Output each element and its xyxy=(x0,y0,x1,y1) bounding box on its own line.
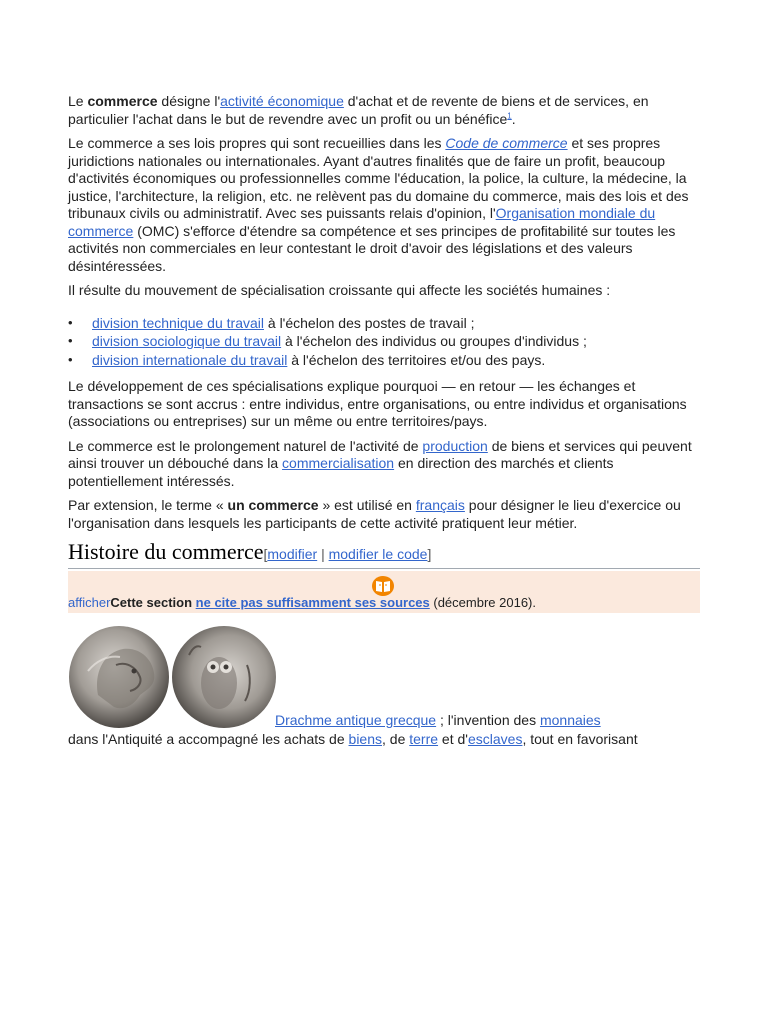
paragraph-specialisation: Il résulte du mouvement de spécialisation croissante qui affecte les sociétés humaines : xyxy=(68,282,611,298)
paragraph-developpement: Le développement de ces spécialisations explique pourquoi — en retour — les échanges et transactions se sont accrus : entre individus, entre organisations, ou entre individus et organisations (associations ou entreprises) sur un même ou entre territoires/pays. xyxy=(68,378,687,429)
edit-link[interactable]: modifier xyxy=(267,546,318,562)
drachma-figure: Drachme antique grecque ; l'invention des monnaies xyxy=(68,625,700,775)
paragraph-prolongement: Le commerce est le prolongement naturel de l'activité de production de biens et services qui peuvent ainsi trouver un débouché dans la commercialisation en direction des marchés et clients potentiellement intéressés. xyxy=(68,437,692,489)
show-toggle[interactable]: afficher xyxy=(68,595,111,610)
link-biens[interactable]: biens xyxy=(348,731,382,747)
link-terre[interactable]: terre xyxy=(409,731,439,747)
link-omc[interactable]: Organisation mondiale du commerce xyxy=(68,205,656,239)
list-item: • division sociologique du travail à l'échelon des individus ou groupes d'individus ; xyxy=(92,332,700,351)
edit-code-link[interactable]: modifier le code xyxy=(328,546,428,562)
link-commercialisation[interactable]: commercialisation xyxy=(282,455,395,471)
paragraph-extension: Par extension, le terme « un commerce » est utilisé en français pour désigner le lieu d'exercice ou l'organisation dans lesquels les participants de cette activité pratiquent leur métier. xyxy=(68,497,681,531)
term-commerce: commerce xyxy=(87,93,158,109)
edit-links: [modifier | modifier le code] xyxy=(263,546,432,562)
figure-text: dans l'Antiquité a accompagné les achats de biens, de terre et d'esclaves, tout en favorisant xyxy=(68,731,638,747)
sources-warning-banner: afficherCette section ne cite pas suffisamment ses sources (décembre 2016). xyxy=(68,571,700,613)
link-division-sociologique[interactable]: division sociologique du travail xyxy=(92,333,282,349)
link-francais[interactable]: français xyxy=(415,497,465,513)
paragraph-lois: Le commerce a ses lois propres qui sont recueillies dans les Code de commerce et ses propres juridictions nationales ou internationales. Ayant d'autres finalités que de faire un profit, beaucoup d'activités économiques ou professionnelles comme l'éducation, la police, la culture, la médecine, la justice, l'architecture, la religion, etc. ne relèvent pas du domaine du commerce, mais des lois et des tribunaux civils ou administratif. Avec ses puissants relais d'opinion, l'Organisation mondiale du commerce (OMC) s'efforce d'étendre sa compétence et ses principes de profitabilité sur toutes les activités non commerciales en leur contestant le droit d'avoir des législations et des valeurs désintéressées. xyxy=(68,135,689,274)
section-heading xyxy=(68,539,700,569)
coin-athena-image[interactable] xyxy=(68,625,170,729)
article-body xyxy=(68,93,700,756)
division-list xyxy=(68,314,700,370)
link-division-technique[interactable]: division technique du travail xyxy=(92,314,264,331)
list-item: • division technique du travail à l'échelon des postes de travail ; xyxy=(92,314,700,333)
sources-link[interactable]: ne cite pas suffisamment ses sources xyxy=(195,595,430,610)
list-item: • division internationale du travail à l'échelon des territoires et/ou des pays. xyxy=(92,351,700,370)
link-production[interactable]: production xyxy=(422,437,488,454)
link-code-de-commerce[interactable]: Code de commerce xyxy=(445,135,568,151)
link-activite-economique[interactable]: activité économique xyxy=(220,93,344,109)
link-esclaves[interactable]: esclaves xyxy=(467,731,523,747)
link-division-internationale[interactable]: division internationale du travail xyxy=(92,351,288,368)
intro-paragraph: Le commerce désigne l'activité économique d'achat et de revente de biens et de services, en particulier l'achat dans le but de revendre avec un profit ou un bénéfice$^1$. xyxy=(68,93,649,127)
footnote-ref[interactable]: 1 xyxy=(507,110,512,120)
section-title: Histoire du commerce xyxy=(68,539,264,564)
book-icon xyxy=(372,576,394,596)
link-monnaies[interactable]: monnaies xyxy=(539,712,601,728)
coin-owl-image[interactable] xyxy=(171,625,277,729)
caption-link-drachme[interactable]: Drachme antique grecque xyxy=(275,712,437,728)
